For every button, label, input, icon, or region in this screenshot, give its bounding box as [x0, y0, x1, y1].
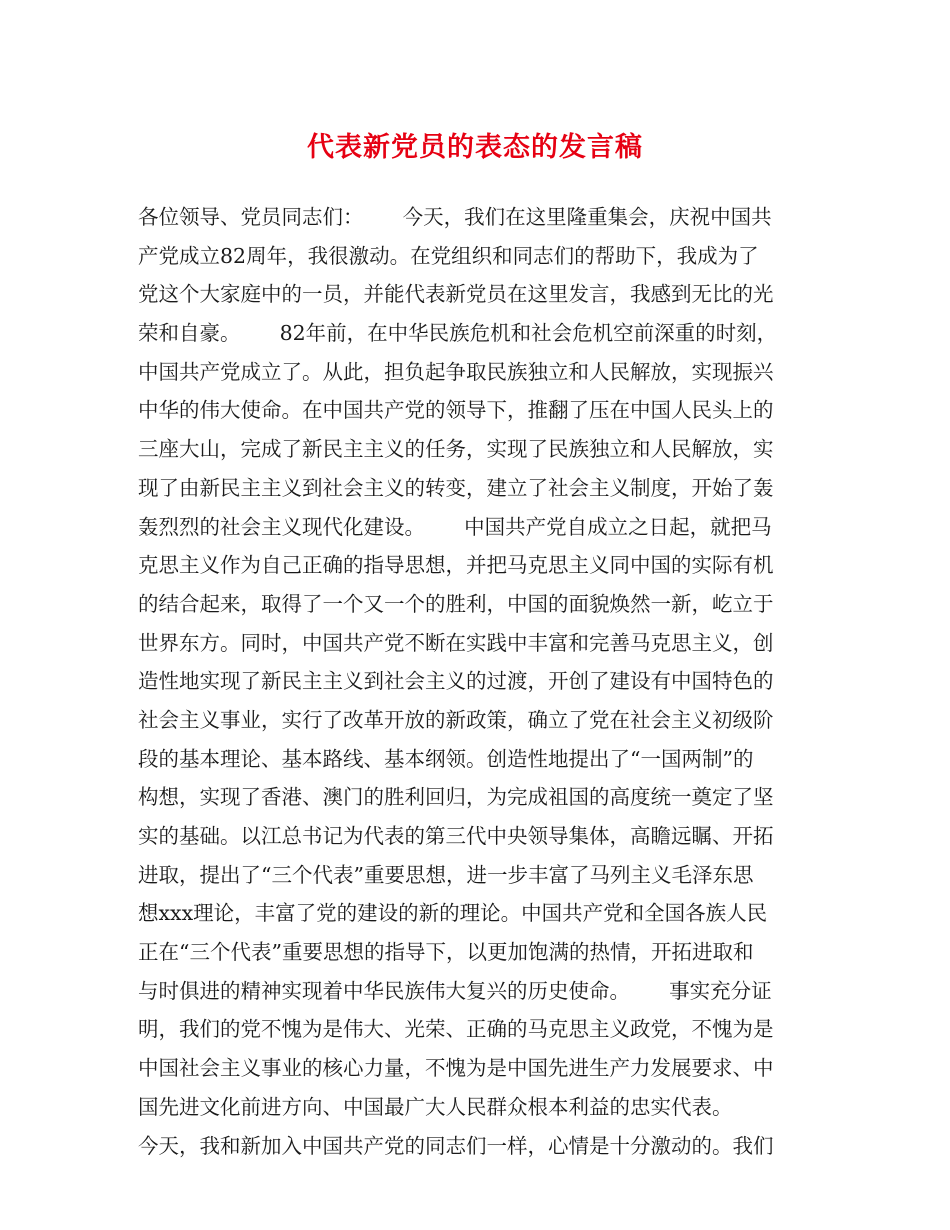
- body-line: 各位领导、党员同志们： 今天，我们在这里隆重集会，庆祝中国共: [138, 205, 772, 229]
- body-line: 构想，实现了香港、澳门的胜利回归，为完成祖国的高度统一奠定了坚: [138, 785, 774, 810]
- body-line: 进取，提出了“三个代表”重要思想，进一步丰富了马列主义毛泽东思: [138, 862, 754, 887]
- body-line: 中华的伟大使命。在中国共产党的领导下，推翻了压在中国人民头上的: [138, 398, 774, 423]
- body-line: 正在“三个代表”重要思想的指导下，以更加饱满的热情，开拓进取和: [138, 940, 754, 965]
- body-line: 中国共产党成立了。从此，担负起争取民族独立和人民解放，实现振兴: [138, 359, 774, 384]
- body-line: 世界东方。同时，中国共产党不断在实践中丰富和完善马克思主义，创: [138, 630, 774, 655]
- body-line: 克思主义作为自己正确的指导思想，并把马克思主义同中国的实际有机: [138, 553, 774, 578]
- body-line: 三座大山，完成了新民主主义的任务，实现了民族独立和人民解放，实: [138, 437, 774, 462]
- document-title: 代表新党员的表态的发言稿: [307, 132, 643, 163]
- body-line: 党这个大家庭中的一员，并能代表新党员在这里发言，我感到无比的光: [138, 282, 774, 307]
- body-line: 的结合起来，取得了一个又一个的胜利，中国的面貌焕然一新，屹立于: [138, 591, 774, 616]
- body-line: 想xxx理论，丰富了党的建设的新的理论。中国共产党和全国各族人民: [138, 901, 768, 926]
- body-line: 实的基础。以江总书记为代表的第三代中央领导集体，高瞻远瞩、开拓: [138, 824, 774, 848]
- body-line: 中国社会主义事业的核心力量，不愧为是中国先进生产力发展要求、中: [138, 1056, 774, 1081]
- body-line: 产党成立82周年，我很激动。在党组织和同志们的帮助下，我成为了: [138, 243, 759, 268]
- body-line: 社会主义事业，实行了改革开放的新政策，确立了党在社会主义初级阶: [138, 707, 774, 732]
- body-line: 段的基本理论、基本路线、基本纲领。创造性地提出了“一国两制”的: [138, 746, 754, 771]
- document-body: [138, 198, 828, 1165]
- body-line: 明，我们的党不愧为是伟大、光荣、正确的马克思主义政党，不愧为是: [138, 1017, 774, 1042]
- body-line: 现了由新民主主义到社会主义的转变，建立了社会主义制度，开始了轰: [138, 475, 774, 500]
- body-line: 轰烈烈的社会主义现代化建设。 中国共产党自成立之日起，就把马: [138, 514, 772, 539]
- body-line: 今天，我和新加入中国共产党的同志们一样，心情是十分激动的。我们: [138, 1133, 774, 1158]
- body-line: 国先进文化前进方向、中国最广大人民群众根本利益的忠实代表。: [138, 1094, 733, 1119]
- body-line: 荣和自豪。 82年前，在中华民族危机和社会危机空前深重的时刻，: [138, 321, 778, 346]
- body-line: 与时俱进的精神实现着中华民族伟大复兴的历史使命。 事实充分证: [138, 978, 772, 1003]
- body-line: 造性地实现了新民主主义到社会主义的过渡，开创了建设有中国特色的: [138, 669, 774, 694]
